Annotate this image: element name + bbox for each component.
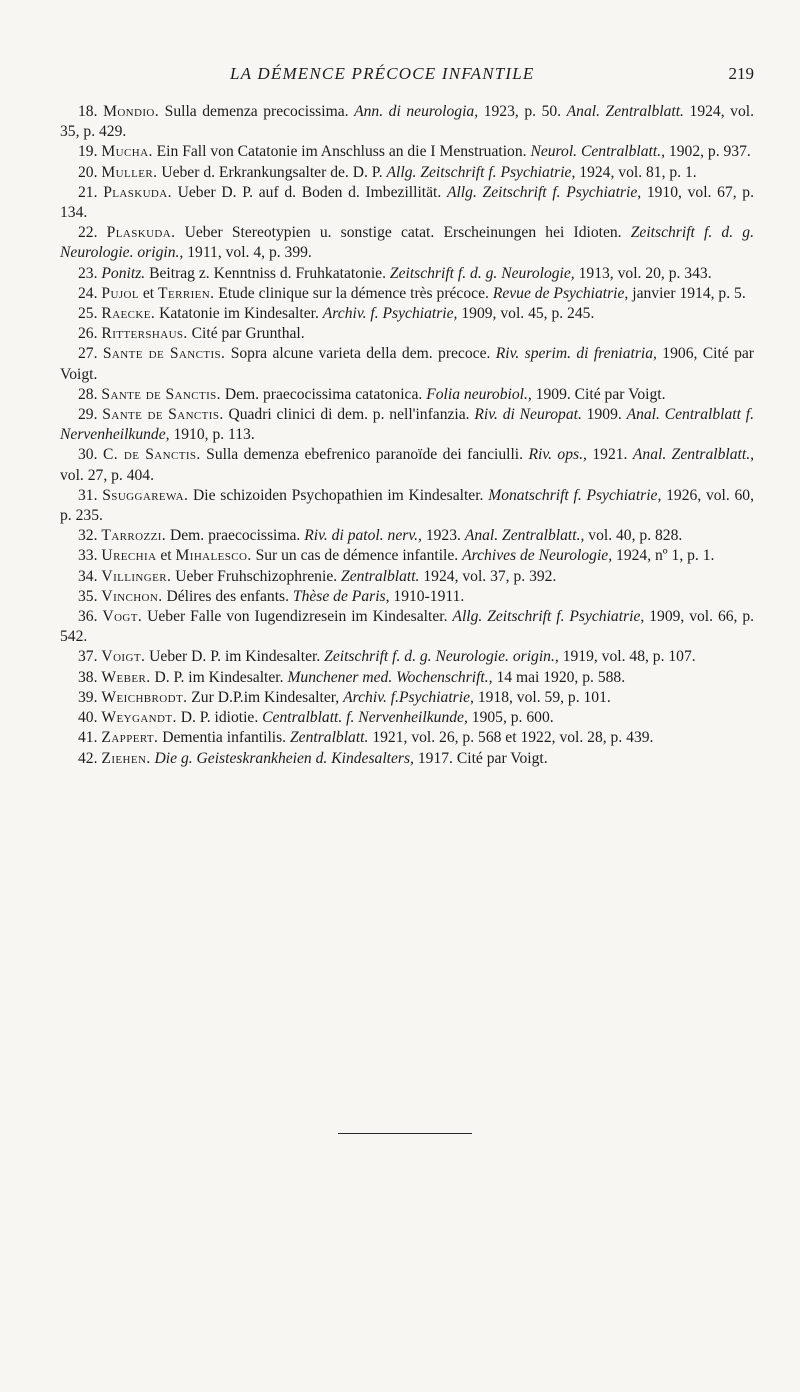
- ref-details: 14 mai 1920, p. 588.: [496, 668, 626, 686]
- ref-author: Weichbrodt.: [101, 688, 188, 706]
- ref-journal: Centralblatt. f. Nervenheilkunde,: [262, 709, 468, 727]
- ref-journal: Folia neurobiol.,: [426, 385, 532, 403]
- ref-text: Délires des enfants.: [166, 587, 289, 605]
- ref-number: 29.: [78, 406, 98, 424]
- ref-author: Voigt.: [101, 648, 146, 666]
- ref-details: 1909, vol. 45, p. 245.: [461, 305, 595, 323]
- ref-text: Ueber D. P. im Kindesalter.: [149, 648, 321, 666]
- ref-details-2: vol. 27, p. 404.: [60, 466, 154, 484]
- ref-details: 1924, vol. 37, p. 392.: [423, 567, 557, 585]
- ref-author: Weber.: [101, 668, 151, 686]
- ref-number: 41.: [78, 729, 98, 747]
- ref-author: Vinchon.: [101, 587, 163, 605]
- ref-text: Ueber Falle von Iugendizresein im Kindesalter.: [147, 608, 448, 626]
- reference-38: [60, 668, 754, 688]
- end-rule-divider: [338, 1133, 472, 1134]
- reference-20: [60, 163, 754, 183]
- ref-author: Ponitz.: [101, 264, 146, 282]
- ref-number: 36.: [78, 608, 98, 626]
- ref-details: 1921.: [592, 446, 628, 464]
- ref-journal: Zeitschrift f. d. g. Neurologie,: [389, 264, 575, 282]
- ref-author: Sante de Sanctis.: [102, 406, 224, 424]
- ref-number: 20.: [78, 163, 98, 181]
- ref-details-2: vol. 40, p. 828.: [588, 527, 683, 545]
- reference-40: [60, 708, 754, 728]
- ref-number: 25.: [78, 305, 98, 323]
- ref-number: 32.: [78, 527, 98, 545]
- ref-author: Villinger.: [101, 567, 172, 585]
- ref-text: Beitrag z. Kenntniss d. Fruhkatatonie.: [149, 264, 386, 282]
- ref-details: 1926, vol. 60, p. 235.: [60, 486, 754, 525]
- ref-journal: Allg. Zeitschrift f. Psychiatrie,: [452, 608, 645, 626]
- reference-24: [60, 284, 754, 304]
- ref-author: Muller.: [101, 163, 158, 181]
- ref-details-2: 1924, vol. 35, p. 429.: [60, 103, 754, 141]
- reference-18: [60, 102, 754, 142]
- ref-details: 1924, nº 1, p. 1.: [616, 547, 715, 565]
- ref-text: Cité par Grunthal.: [191, 325, 305, 343]
- ref-text: Die schizoiden Psychopathien im Kindesalter.: [193, 486, 484, 504]
- ref-text: Sopra alcune varieta della dem. precoce.: [230, 345, 491, 363]
- ref-number: 34.: [78, 567, 98, 585]
- reference-42: [60, 749, 754, 769]
- ref-text: Ueber Fruhschizophrenie.: [175, 567, 338, 585]
- ref-text: Dementia infantilis.: [162, 729, 287, 747]
- ref-journal: Zeitschrift f. d. g. Neurologie. origin.,: [324, 648, 559, 666]
- ref-journal: Thèse de Paris,: [292, 587, 390, 605]
- ref-number: 38.: [78, 668, 98, 686]
- ref-author: Tarrozzi.: [101, 527, 167, 545]
- reference-21: [60, 183, 754, 223]
- ref-details: 1913, vol. 20, p. 343.: [578, 264, 712, 282]
- ref-number: 28.: [78, 385, 98, 403]
- ref-author: C. de Sanctis.: [102, 446, 201, 464]
- ref-journal: Archives de Neurologie,: [462, 547, 613, 565]
- ref-journal: Riv. sperim. di freniatria,: [495, 345, 657, 363]
- ref-number: 22.: [78, 224, 98, 242]
- page-number: 219: [728, 64, 754, 83]
- reference-19: [60, 142, 754, 162]
- ref-author: Urechia: [101, 547, 157, 565]
- ref-number: 42.: [78, 749, 98, 767]
- ref-journal: Allg. Zeitschrift f. Psychiatrie,: [446, 183, 642, 201]
- ref-number: 39.: [78, 688, 98, 706]
- ref-journal-2: Anal. Centralblatt f. Nervenheilkunde,: [60, 406, 754, 444]
- ref-author-2: Mihalesco.: [175, 547, 252, 565]
- ref-text: Ueber d. Erkrankungsalter de. D. P.: [161, 163, 383, 181]
- ref-number: 23.: [78, 264, 98, 282]
- reference-33: [60, 546, 754, 566]
- reference-37: [60, 647, 754, 667]
- ref-text: Sulla demenza ebefrenico paranoïde dei fanciulli.: [206, 446, 524, 464]
- ref-author: Ziehen.: [101, 749, 151, 767]
- reference-27: [60, 344, 754, 384]
- ref-text: Sulla demenza precocissima.: [164, 103, 349, 120]
- ref-details: 1923.: [425, 527, 461, 545]
- ref-author: Vogt.: [102, 608, 143, 626]
- ref-text: Ueber D. P. auf d. Boden d. Imbezillität.: [177, 183, 442, 201]
- ref-number: 37.: [78, 648, 98, 666]
- reference-35: [60, 587, 754, 607]
- reference-28: [60, 385, 754, 405]
- ref-journal: Revue de Psychiatrie,: [492, 284, 629, 302]
- running-title: LA DÉMENCE PRÉCOCE INFANTILE: [230, 64, 535, 83]
- ref-details-2: 1910, p. 113.: [173, 426, 255, 444]
- ref-text: Quadri clinici di dem. p. nell'infanzia.: [228, 406, 470, 424]
- ref-journal: Zentralblatt.: [341, 567, 420, 585]
- ref-journal: Die g. Geisteskrankheien d. Kindesalters,: [154, 749, 414, 767]
- ref-author: Raecke.: [101, 305, 156, 323]
- ref-number: 40.: [78, 709, 98, 727]
- ref-text: D. P. idiotie.: [180, 709, 259, 727]
- ref-details: 1911, vol. 4, p. 399.: [187, 244, 312, 262]
- reference-29: [60, 405, 754, 445]
- ref-text: Dem. praecocissima.: [170, 527, 301, 545]
- reference-34: [60, 567, 754, 587]
- ref-journal: Riv. di patol. nerv.,: [304, 527, 422, 545]
- ref-author: Rittershaus.: [101, 325, 188, 343]
- ref-number: 18.: [78, 103, 98, 120]
- ref-journal: Ann. di neurologia,: [354, 103, 479, 120]
- ref-details: 1906, Cité par Voigt.: [60, 345, 754, 383]
- ref-details: 1910, vol. 67, p. 134.: [60, 183, 754, 222]
- ref-journal: Zentralblatt.: [290, 729, 369, 747]
- ref-text: Zur D.P.im Kindesalter,: [191, 688, 340, 706]
- ref-details: 1910-1911.: [393, 587, 465, 605]
- ref-author: Ssuggarewa.: [102, 486, 189, 504]
- ref-details: janvier 1914, p. 5.: [632, 284, 746, 302]
- ref-number: 21.: [78, 183, 98, 201]
- ref-conjunction: et: [142, 284, 155, 302]
- ref-number: 27.: [78, 345, 98, 363]
- ref-number: 30.: [78, 446, 98, 464]
- ref-journal-2: Anal. Zentralblatt.: [566, 103, 684, 120]
- ref-author: Zappert.: [101, 729, 159, 747]
- ref-number: 26.: [78, 325, 98, 343]
- ref-number: 31.: [78, 486, 98, 504]
- reference-32: [60, 526, 754, 546]
- running-header: [60, 64, 760, 88]
- reference-36: [60, 607, 754, 647]
- reference-22: [60, 223, 754, 263]
- reference-41: [60, 728, 754, 748]
- ref-author: Sante de Sanctis.: [101, 385, 221, 403]
- reference-list: [60, 102, 754, 769]
- ref-author: Weygandt.: [101, 709, 177, 727]
- reference-25: [60, 304, 754, 324]
- ref-number: 35.: [78, 587, 98, 605]
- ref-text: Dem. praecocissima catatonica.: [224, 385, 423, 403]
- ref-conjunction: et: [160, 547, 172, 565]
- ref-author: Pujol: [101, 284, 139, 302]
- ref-journal: Zeitschrift f. d. g. Neurologie. origin.,: [60, 224, 754, 262]
- reference-23: [60, 264, 754, 284]
- ref-journal: Allg. Zeitschrift f. Psychiatrie,: [386, 163, 576, 181]
- ref-journal: Munchener med. Wochenschrift.,: [287, 668, 493, 686]
- ref-author: Plaskuda.: [103, 183, 172, 201]
- ref-details: 1905, p. 600.: [471, 709, 554, 727]
- ref-number: 33.: [78, 547, 98, 565]
- ref-author-2: Terrien.: [158, 284, 215, 302]
- reference-30: [60, 445, 754, 485]
- ref-author: Plaskuda.: [106, 224, 176, 242]
- ref-journal: Archiv. f.Psychiatrie,: [343, 688, 474, 706]
- ref-details: 1902, p. 937.: [668, 143, 751, 161]
- reference-31: [60, 486, 754, 526]
- ref-text: Etude clinique sur la démence très précoce.: [218, 284, 489, 302]
- ref-journal-2: Anal. Zentralblatt.,: [632, 446, 754, 464]
- ref-journal: Riv. ops.,: [528, 446, 587, 464]
- ref-text: Ueber Stereotypien u. sonstige catat. Erscheinungen hei Idioten.: [184, 224, 622, 242]
- ref-details: 1909.: [586, 406, 622, 424]
- reference-26: [60, 324, 754, 344]
- ref-details: 1919, vol. 48, p. 107.: [562, 648, 696, 666]
- ref-journal-2: Anal. Zentralblatt.,: [464, 527, 585, 545]
- ref-details: 1909, vol. 66, p. 542.: [60, 608, 755, 646]
- ref-details: 1921, vol. 26, p. 568 et 1922, vol. 28, p. 439.: [372, 729, 654, 747]
- reference-39: [60, 688, 754, 708]
- ref-text: Ein Fall von Catatonie im Anschluss an die I Menstruation.: [156, 143, 527, 161]
- ref-author: Sante de Sanctis.: [102, 345, 226, 363]
- ref-journal: Neurol. Centralblatt.,: [530, 143, 666, 161]
- ref-details: 1918, vol. 59, p. 101.: [477, 688, 611, 706]
- ref-journal: Monatschrift f. Psychiatrie,: [488, 486, 662, 504]
- ref-details: 1917. Cité par Voigt.: [417, 749, 548, 767]
- ref-details: 1923, p. 50.: [483, 103, 562, 120]
- ref-number: 24.: [78, 284, 98, 302]
- ref-author: Mondio.: [103, 103, 160, 120]
- ref-details: 1909. Cité par Voigt.: [535, 385, 666, 403]
- ref-text: D. P. im Kindesalter.: [154, 668, 284, 686]
- ref-text: Katatonie im Kindesalter.: [159, 305, 319, 323]
- ref-number: 19.: [78, 143, 98, 161]
- ref-text: Sur un cas de démence infantile.: [255, 547, 459, 565]
- ref-journal: Archiv. f. Psychiatrie,: [322, 305, 458, 323]
- ref-author: Mucha.: [101, 143, 153, 161]
- ref-details: 1924, vol. 81, p. 1.: [579, 163, 697, 181]
- ref-journal: Riv. di Neuropat.: [474, 406, 582, 424]
